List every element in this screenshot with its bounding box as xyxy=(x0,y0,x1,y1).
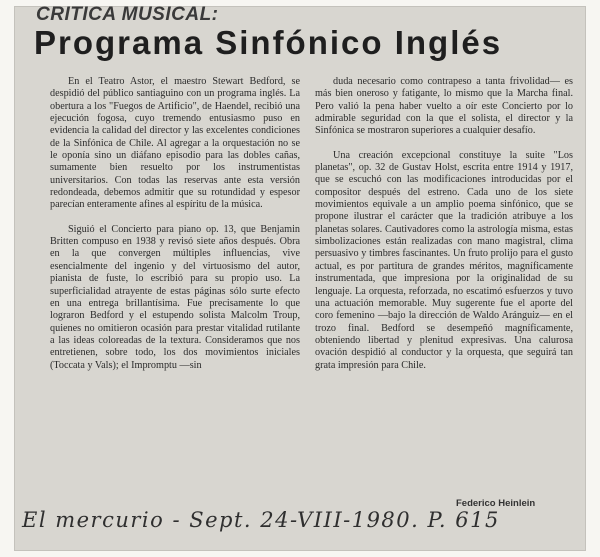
article-paragraph: duda necesario como contrapeso a tanta frivolidad— es más bien oneroso y fatigante, lo mismo que la Marcha final. Pero valió la pena haber vuelto a oír este Concierto por lo admirable seguridad con la que el solista, el director y la Sinfónica se mostraron superiores a cualquier desafío. xyxy=(315,76,573,137)
section-kicker: CRITICA MUSICAL: xyxy=(36,4,219,25)
article-paragraph: En el Teatro Astor, el maestro Stewart Bedford, se despidió del público santiaguino con un programa inglés. La obertura a los "Fuegos de Artificio", de Haendel, recibió una ejecución fogosa, cuyo tremendo entusiasmo puso en evidencia la calidad del director y las excelentes condiciones de la Sinfónica de Chile. Al agregar a la orquestación no se le oponía sino un diáfano episodio para las dobles cañas, sumamente bien resuelto por los instrumentistas universitarios. Con todas las reservas ante esta versión redondeada, debemos admitir que su rotundidad y espesor parecían enteramente afines al espíritu de la música. xyxy=(50,76,300,211)
article-column-left xyxy=(50,76,300,372)
article-column-right xyxy=(315,76,573,372)
article-headline: Programa Sinfónico Inglés xyxy=(34,24,503,61)
newspaper-clipping xyxy=(14,6,586,551)
handwritten-annotation: El mercurio - Sept. 24-VIII-1980. P. 615 xyxy=(22,508,500,532)
author-signature: Federico Heinlein xyxy=(456,498,536,509)
article-paragraph: Una creación excepcional constituye la suite "Los planetas", op. 32 de Gustav Holst, escrita entre 1914 y 1917, que se escuchó con las modificaciones introducidas por el compositor después del estreno. Cada uno de los siete movimientos equivale a un amplio poema sinfónico, que se propone ilustrar el carácter que la tradición atribuye a los planetas solares. Cautivadores como la astrología misma, estas simbolizaciones están realizadas con mano magistral, clima persuasivo y timbres fascinantes. Un fruto prolijo para el gusto actual, es por partitura de grandes méritos, magníficamente instrumentada, que impresiona por la originalidad de su lenguaje. La orquesta, reforzada, no escatimó esfuerzos y tuvo una actuación memorable. Muy sugerente fue el aporte del coro femenino —bajo la dirección de Waldo Aránguiz— en el trozo final. Bedford se desempeñó magníficamente, obteniendo libertad y plenitud expresivas. Una calurosa ovación despidió al conductor y la orquesta, que seguirá tan grata impresión para Chile. xyxy=(315,149,573,371)
article-paragraph: Siguió el Concierto para piano op. 13, que Benjamin Britten compuso en 1938 y revisó siete años después. Obra en la que convergen múltiples influencias, vive esencialmente del ingenio y del virtuosismo del autor, pianista de fuste, lo escribió para su propio uso. La superficialidad atrayente de estas páginas sólo surte efecto en una entrega brillantísima. Fue precisamente lo que lograron Bedford y el estupendo solista Malcolm Troup, quienes no omitieron ocasión para prestar vitalidad rutilante a las ideas coloreadas de la textura. Consideramos que nos entretienen, sobre todo, los dos movimientos iniciales (Toccata y Vals); el Impromptu —sin xyxy=(50,223,300,371)
